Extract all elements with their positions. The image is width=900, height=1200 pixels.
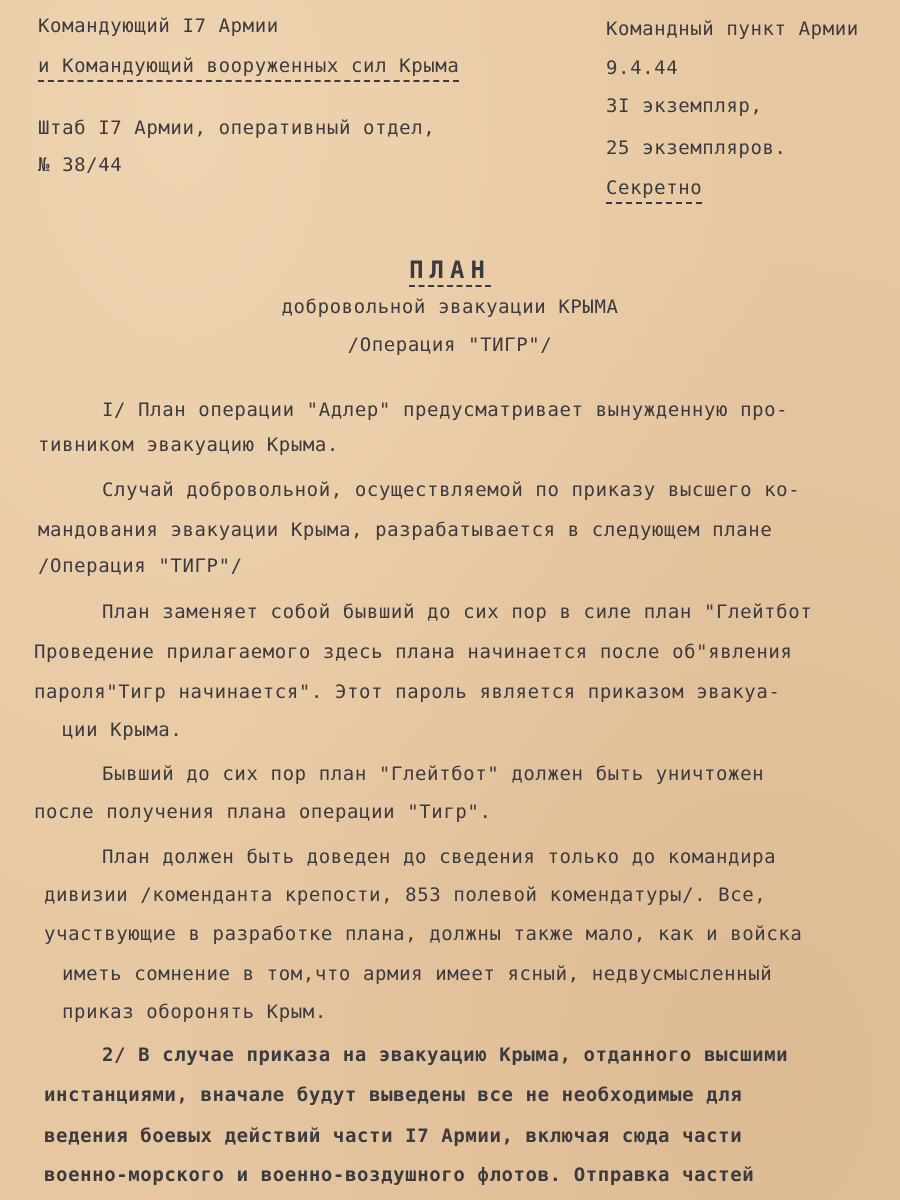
header-document-number: № 38/44 (38, 154, 123, 176)
body-line-4: мандования эвакуации Крыма, разрабатывается в следующем плане (38, 519, 773, 541)
header-commander-crimea-line: и Командующий вооруженных сил Крыма (38, 54, 459, 82)
header-command-post: Командный пункт Армии (606, 18, 859, 40)
body-line-15: иметь сомнение в том,что армия имеет ясный, недвусмысленный (62, 963, 773, 985)
header-commander-line: Командующий I7 Армии (38, 15, 279, 37)
body-line-2: тивником эвакуацию Крыма. (38, 434, 339, 456)
body-line-14: участвующие в разработке плана, должны также мало, как и войска (44, 923, 803, 945)
operation-name: /Операция "ТИГР"/ (347, 334, 553, 356)
document-subtitle: добровольной эвакуации КРЫМА (281, 296, 619, 318)
header-secret-stamp: Секретно (606, 176, 702, 204)
body-line-6: План заменяет собой бывший до сих пор в силе план "Глейтбот (102, 601, 813, 623)
body-line-3: Случай добровольной, осуществляемой по приказу высшего ко- (102, 479, 801, 501)
body-line-17: 2/ В случае приказа на эвакуацию Крыма, отданного высшими (102, 1044, 789, 1066)
body-line-8: пароля"Тигр начинается". Этот пароль является приказом эвакуа- (34, 681, 781, 703)
body-line-11: после получения плана операции "Тигр". (34, 801, 492, 823)
header-copy-number: 3I экземпляр, (606, 95, 763, 117)
body-line-1: I/ План операции "Адлер" предусматривает вынужденную про- (102, 399, 789, 421)
document-title: ПЛАН (409, 256, 491, 287)
document-title-block (0, 256, 900, 284)
body-line-7: Проведение прилагаемого здесь плана начинается после об"явления (34, 641, 793, 663)
body-line-5: /Операция "ТИГР"/ (38, 555, 243, 577)
body-line-18: инстанциями, вначале будут выведены все не необходимые для (44, 1084, 743, 1106)
header-staff-line: Штаб I7 Армии, оперативный отдел, (38, 117, 436, 139)
body-line-10: Бывший до сих пор план "Глейтбот" должен быть уничтожен (102, 763, 765, 785)
body-line-16: приказ оборонять Крым. (62, 1001, 327, 1023)
header-date: 9.4.44 (606, 57, 679, 79)
body-line-20: военно-морского и военно-воздушного флотов. Отправка частей (44, 1164, 755, 1186)
header-copies-count: 25 экземпляров. (606, 137, 787, 159)
body-line-13: дивизии /коменданта крепости, 853 полевой комендатуры/. Все, (44, 884, 767, 906)
body-line-12: План должен быть доведен до сведения только до командира (102, 846, 777, 868)
body-line-9: ции Крыма. (62, 719, 183, 741)
body-line-19: ведения боевых действий части I7 Армии, включая сюда части (44, 1125, 743, 1147)
